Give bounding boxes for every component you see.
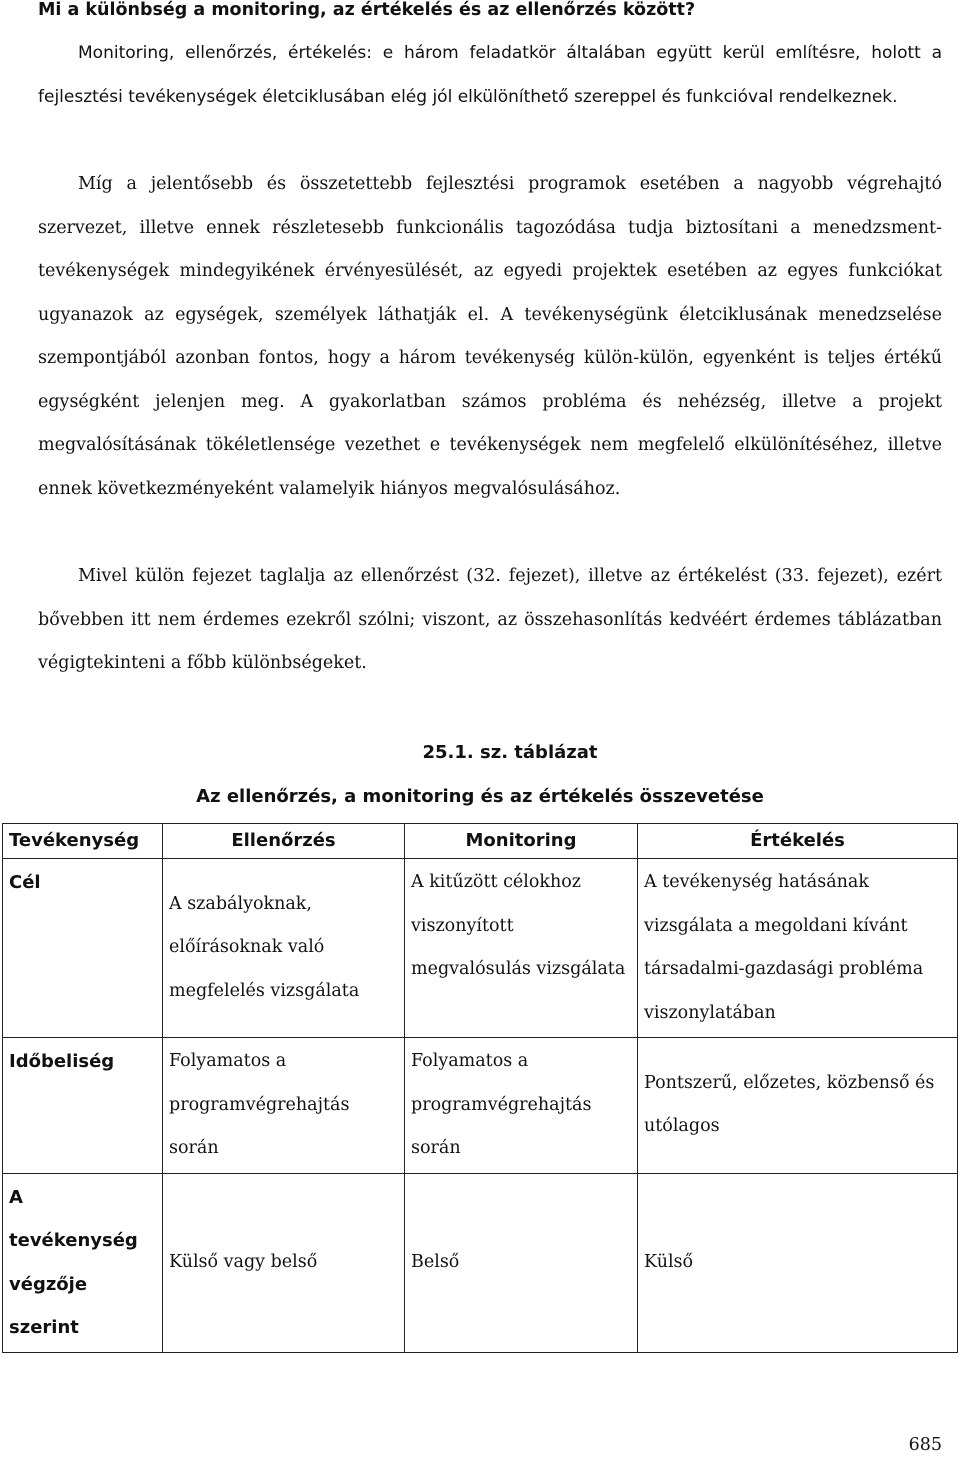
cell-performer-evaluation: Külső	[638, 1173, 958, 1352]
table-title: Az ellenőrzés, a monitoring és az értékelés összevetése	[196, 786, 764, 807]
cell-goal-control: A szabályoknak, előírásoknak való megfelelés vizsgálata	[163, 859, 405, 1038]
header-monitoring: Monitoring	[405, 824, 638, 859]
cell-goal-evaluation: A tevékenység hatásának vizsgálata a megoldani kívánt társadalmi-gazdasági probléma viszonylatában	[638, 859, 958, 1038]
paragraph-intro: Monitoring, ellenőrzés, értékelés: e három feladatkör általában együtt kerül említésre, holott a fejlesztési tevékenységek életciklusában elég jól elkülöníthető szereppel és funkcióval rendelkeznek.	[38, 43, 942, 107]
page-number: 685	[908, 1435, 942, 1455]
paragraph-main: Míg a jelentősebb és összetettebb fejlesztési programok esetében a nagyobb végrehajtó szervezet, illetve ennek részletesebb funkcionális tagozódása tudja biztosítani a menedzsment-tevékenységek mindegyikének érvényesülését, az egyedi projektek esetében az egyes funkciókat ugyanazok az egységek, személyek láthatják el. A tevékenységünk életciklusának menedzselése szempontjából azonban fontos, hogy a három tevékenység külön-külön, egyenként is teljes értékű egységként jelenjen meg. A gyakorlatban számos probléma és nehézség, illetve a projekt megvalósításának tökéletlensége vezethet e tevékenységek nem megfelelő elkülönítéséhez, illetve ennek következményeként valamelyik hiányos megvalósulásához.	[38, 174, 942, 499]
header-evaluation: Értékelés	[638, 824, 958, 859]
table-row	[3, 1038, 958, 1174]
cell-performer-control: Külső vagy belső	[163, 1173, 405, 1352]
cell-timing-monitoring: Folyamatos a programvégrehajtás során	[405, 1038, 638, 1174]
table-row	[3, 859, 958, 1038]
cell-timing-evaluation: Pontszerű, előzetes, közbenső és utólagos	[638, 1038, 958, 1174]
cell-timing-control: Folyamatos a programvégrehajtás során	[163, 1038, 405, 1174]
table-row	[3, 1173, 958, 1352]
question-heading: Mi a különbség a monitoring, az értékelés és az ellenőrzés között?	[38, 0, 696, 20]
row-label-timing: Időbeliség	[3, 1038, 163, 1174]
paragraph-reference: Mivel külön fejezet taglalja az ellenőrzést (32. fejezet), illetve az értékelést (33. fejezet), ezért bővebben itt nem érdemes ezekről szólni; viszont, az összehasonlítás kedvéért érdemes táblázatban végigtekinteni a főbb különbségeket.	[38, 566, 942, 673]
cell-performer-monitoring: Belső	[405, 1173, 638, 1352]
table-header-row	[3, 824, 958, 859]
cell-goal-monitoring: A kitűzött célokhoz viszonyított megvalósulás vizsgálata	[405, 859, 638, 1038]
row-label-performer: A tevékenység végzője szerint	[3, 1173, 163, 1352]
table-number: 25.1. sz. táblázat	[422, 742, 598, 763]
header-activity: Tevékenység	[3, 824, 163, 859]
comparison-table	[2, 823, 958, 1353]
header-control: Ellenőrzés	[163, 824, 405, 859]
row-label-goal: Cél	[3, 859, 163, 1038]
